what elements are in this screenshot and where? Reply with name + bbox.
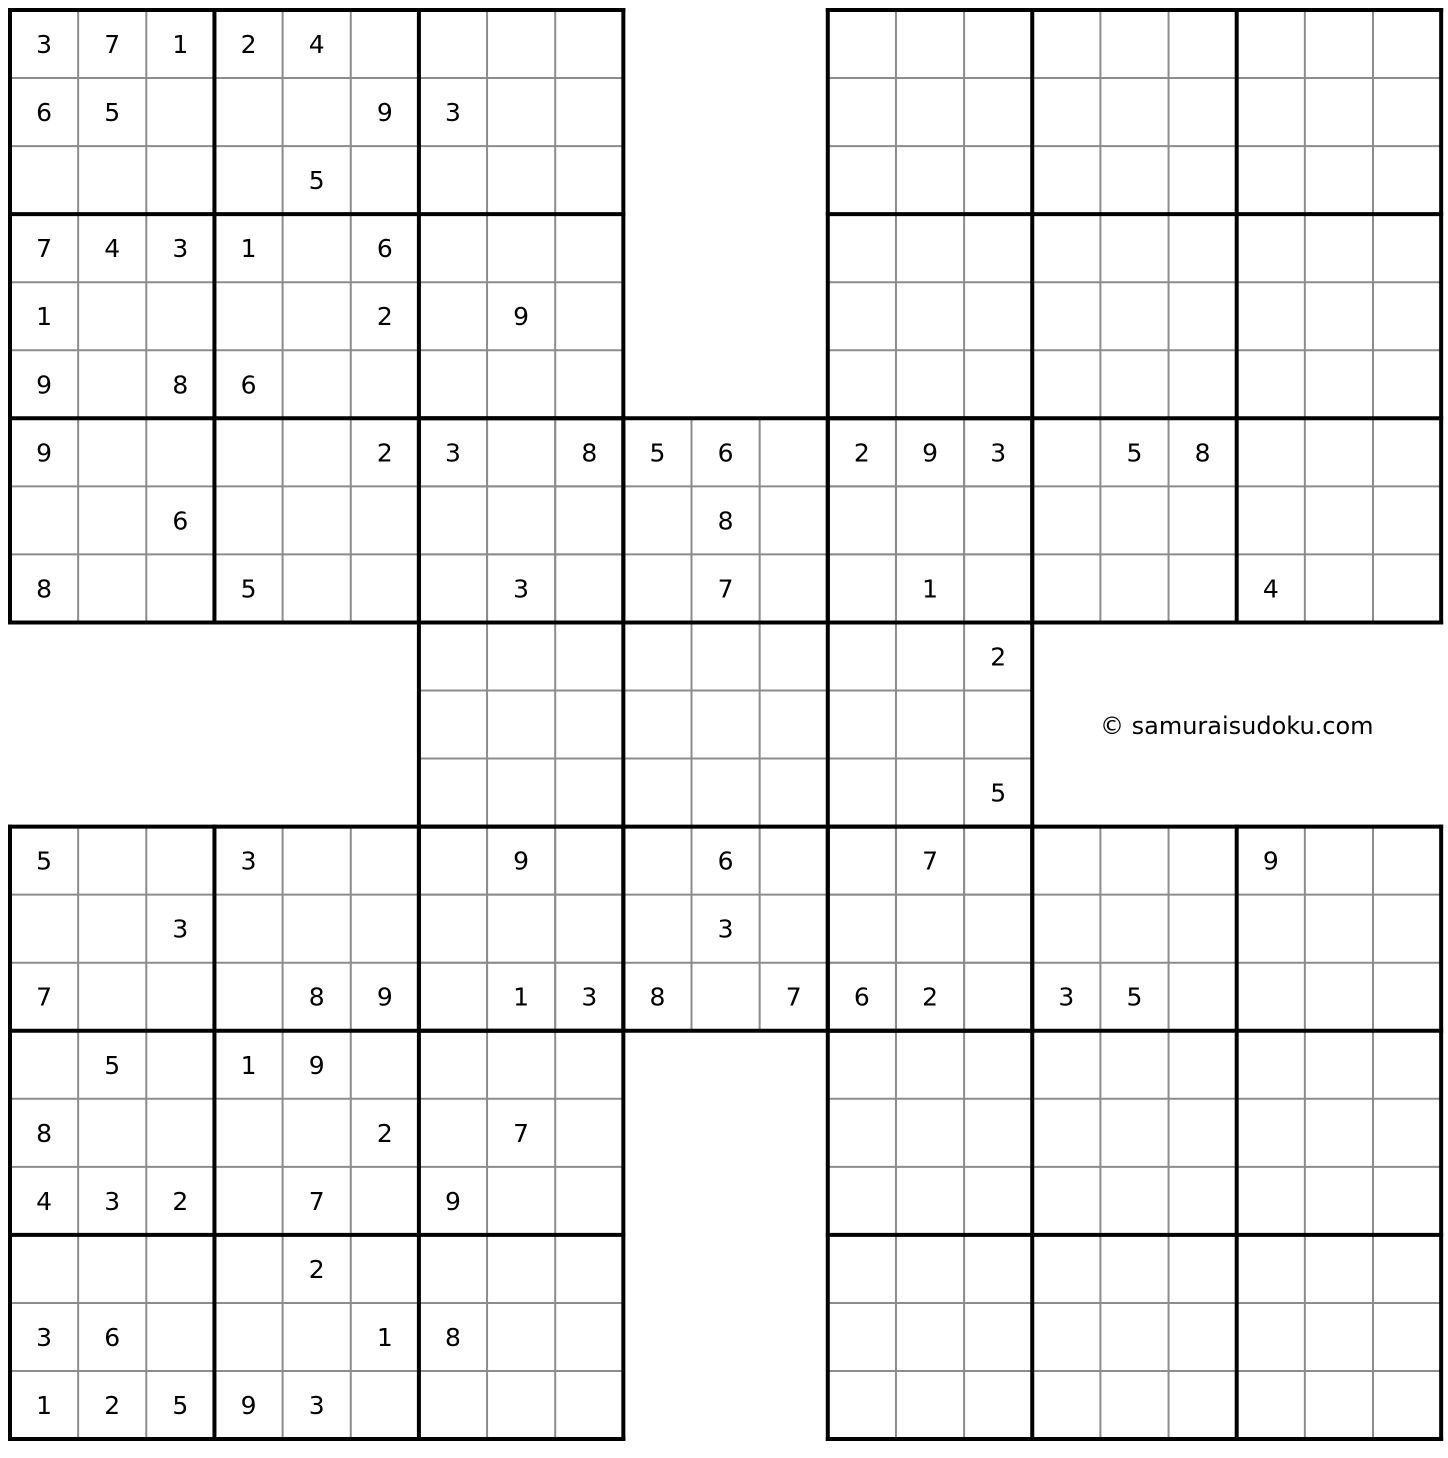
cell-digit[interactable]: 3 [308, 1391, 325, 1421]
cell-digit[interactable]: 2 [853, 438, 870, 468]
cell-digit[interactable]: 5 [649, 438, 666, 468]
cell-digit[interactable]: 8 [1194, 438, 1211, 468]
cell-digit[interactable]: 8 [581, 438, 598, 468]
cell-digit[interactable]: 3 [172, 914, 189, 944]
cell-digit[interactable]: 8 [445, 1322, 461, 1352]
cell-digit[interactable]: 5 [240, 574, 257, 604]
cell-digit[interactable]: 7 [104, 30, 121, 60]
cell-digit[interactable]: 4 [36, 1186, 53, 1216]
cell-digit[interactable]: 9 [922, 438, 938, 468]
cell-digit[interactable]: 3 [172, 234, 189, 264]
cell-digit[interactable]: 9 [240, 1391, 257, 1421]
cell-digit[interactable]: 5 [36, 846, 53, 876]
cell-digit[interactable]: 2 [104, 1391, 121, 1421]
cell-digit[interactable]: 9 [36, 370, 53, 400]
cell-digit[interactable]: 4 [1262, 574, 1279, 604]
cell-digit[interactable]: 7 [513, 1118, 530, 1148]
cell-layer [36, 30, 1279, 1420]
cell-digit[interactable]: 2 [376, 302, 393, 332]
cell-digit[interactable]: 6 [376, 234, 393, 264]
cell-digit[interactable]: 2 [376, 438, 393, 468]
cell-digit[interactable]: 3 [1058, 982, 1075, 1012]
cell-digit[interactable]: 6 [36, 98, 53, 128]
cell-digit[interactable]: 6 [104, 1322, 121, 1352]
cell-digit[interactable]: 6 [717, 846, 734, 876]
cell-digit[interactable]: 8 [649, 982, 666, 1012]
cell-digit[interactable]: 5 [172, 1391, 189, 1421]
cell-digit[interactable]: 8 [36, 1118, 53, 1148]
cell-digit[interactable]: 9 [445, 1186, 461, 1216]
cell-digit[interactable]: 3 [990, 438, 1007, 468]
cell-digit[interactable]: 4 [308, 30, 325, 60]
cell-digit[interactable]: 2 [240, 30, 257, 60]
cell-digit[interactable]: 8 [36, 574, 53, 604]
cell-digit[interactable]: 5 [990, 778, 1007, 808]
cell-digit[interactable]: 1 [36, 1391, 53, 1421]
cell-digit[interactable]: 8 [717, 506, 734, 536]
cell-digit[interactable]: 1 [922, 574, 938, 604]
cell-digit[interactable]: 6 [240, 370, 257, 400]
cell-digit[interactable]: 5 [1126, 982, 1143, 1012]
cell-digit[interactable]: 9 [308, 1050, 325, 1080]
cell-digit[interactable]: 7 [36, 234, 53, 264]
cell-digit[interactable]: 4 [104, 234, 121, 264]
cell-digit[interactable]: 9 [1262, 846, 1279, 876]
cell-digit[interactable]: 2 [990, 642, 1007, 672]
cell-digit[interactable]: 9 [376, 98, 393, 128]
cell-digit[interactable]: 3 [445, 438, 461, 468]
cell-digit[interactable]: 6 [172, 506, 189, 536]
cell-digit[interactable]: 3 [36, 30, 53, 60]
cell-digit[interactable]: 7 [36, 982, 53, 1012]
cell-digit[interactable]: 5 [104, 98, 121, 128]
cell-digit[interactable]: 9 [376, 982, 393, 1012]
cell-digit[interactable]: 2 [376, 1118, 393, 1148]
cell-digit[interactable]: 1 [240, 1050, 257, 1080]
cell-digit[interactable]: 2 [308, 1254, 325, 1284]
cell-digit[interactable]: 9 [513, 846, 530, 876]
cell-digit[interactable]: 1 [376, 1322, 393, 1352]
cell-digit[interactable]: 3 [513, 574, 530, 604]
cell-digit[interactable]: 1 [172, 30, 189, 60]
cell-digit[interactable]: 9 [36, 438, 53, 468]
cell-digit[interactable]: 6 [853, 982, 870, 1012]
cell-digit[interactable]: 1 [513, 982, 530, 1012]
cell-digit[interactable]: 7 [922, 846, 938, 876]
cell-digit[interactable]: 5 [1126, 438, 1143, 468]
cell-digit[interactable]: 7 [308, 1186, 325, 1216]
cell-digit[interactable]: 5 [308, 166, 325, 196]
cell-digit[interactable]: 3 [240, 846, 257, 876]
cell-digit[interactable]: 7 [717, 574, 734, 604]
cell-digit[interactable]: 8 [172, 370, 189, 400]
cell-digit[interactable]: 1 [36, 302, 53, 332]
cell-digit[interactable]: 3 [36, 1322, 53, 1352]
cell-digit[interactable]: 3 [581, 982, 598, 1012]
cell-digit[interactable]: 9 [513, 302, 530, 332]
cell-digit[interactable]: 8 [308, 982, 325, 1012]
cell-digit[interactable]: 3 [104, 1186, 121, 1216]
cell-digit[interactable]: 6 [717, 438, 734, 468]
cell-digit[interactable]: 5 [104, 1050, 121, 1080]
copyright-text: © samuraisudoku.com [1100, 712, 1374, 740]
cell-digit[interactable]: 2 [172, 1186, 189, 1216]
cell-digit[interactable]: 3 [717, 914, 734, 944]
cell-digit[interactable]: 3 [445, 98, 461, 128]
cell-digit[interactable]: 1 [240, 234, 257, 264]
cell-digit[interactable]: 2 [922, 982, 938, 1012]
cell-digit[interactable]: 7 [785, 982, 802, 1012]
